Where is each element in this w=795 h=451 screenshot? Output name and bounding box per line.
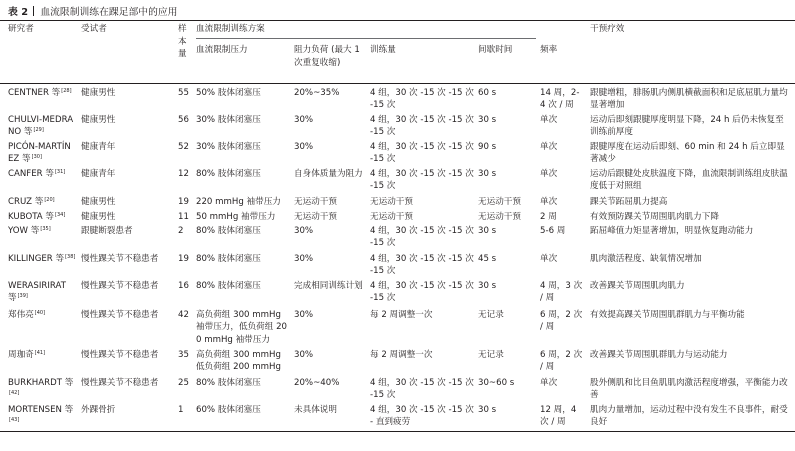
cell-rest-interval: 30 s [478,115,497,125]
cell-intervention-effect: 有效预防踝关节周围肌肉肌力下降 [590,212,719,222]
reference-citation: [31] [54,169,66,175]
cell-bfr-pressure: 80% 肢体闭塞压 [196,226,261,236]
cell-subjects: 健康男性 [81,197,116,207]
author-name: YOW 等 [8,226,40,236]
cell-frequency: 6 周，2 次 / 周 [540,350,583,373]
cell-training-volume: 每 2 周调整一次 [370,310,433,320]
cell-subjects: 健康青年 [81,142,116,152]
author-name: WERASIRIRAT 等 [8,281,67,304]
top-rule [0,20,795,21]
cell-intervention-effect: 踝关节跖屈肌力提高 [590,197,668,207]
cell-resistance-load: 无运动干预 [294,212,337,222]
cell-bfr-pressure: 80% 肢体闭塞压 [196,281,261,291]
cell-training-volume: 4 组，30 次 -15 次 -15 次 -15 次 [370,254,474,277]
cell-rest-interval: 30 s [478,405,497,415]
cell-subjects: 外踝骨折 [81,405,116,415]
cell-subjects: 跟腱断裂患者 [81,226,133,236]
cell-rest-interval: 30 s [478,169,497,179]
cell-rest-interval: 30 s [478,281,497,291]
reference-citation: [41] [34,350,46,356]
cell-researcher [8,225,76,237]
cell-intervention-effect: 肌肉激活程度、缺氧情况增加 [590,254,702,264]
reference-citation: [35] [40,226,51,232]
cell-intervention-effect: 肌肉力量增加，运动过程中没有发生不良事件，耐受良好 [590,405,788,428]
cell-researcher [8,211,76,223]
cell-subjects: 健康男性 [81,115,116,125]
table-title: 血流限制训练在踝足部中的应用 [40,7,178,18]
reference-citation: [29] [33,127,44,134]
cell-intervention-effect: 运动后即刻跟腱厚度明显下降，24 h 后仍未恢复至训练前厚度 [590,115,784,138]
cell-researcher [8,377,76,402]
cell-frequency: 单次 [540,378,558,388]
cell-resistance-load: 30% [294,142,314,152]
author-name: CANFER 等 [8,169,54,179]
cell-training-volume: 4 组，30 次 -15 次 -15 次 -15 次 [370,226,474,249]
table-number: 表 2 [8,7,29,18]
cell-training-volume: 无运动干预 [370,212,413,222]
cell-resistance-load: 自身体质量为阻力 [294,169,363,179]
cell-sample-size: 11 [178,212,189,222]
reference-citation: [20] [44,197,55,203]
cell-training-volume: 4 组，30 次 -15 次 -15 次 -15 次 [370,378,474,401]
cell-intervention-effect: 改善踝关节周围肌群肌力与运动能力 [590,350,728,360]
author-name: PICÓN-MARTÍNEZ 等 [8,142,71,165]
cell-training-volume: 每 2 周调整一次 [370,350,433,360]
cell-bfr-pressure: 高负荷组 300 mmHg 袖带压力，低负荷组 200 mmHg 袖带压力 [196,310,288,345]
cell-sample-size: 35 [178,350,189,360]
cell-rest-interval: 无记录 [478,310,504,320]
header-resistance-load: 阻力负荷 (最大 1 次重复收缩) [294,45,360,68]
header-sample-size: 样本量 [178,24,187,60]
caption-divider [33,6,34,16]
cell-sample-size: 55 [178,88,189,98]
cell-subjects: 慢性踝关节不稳患者 [81,310,159,320]
cell-bfr-pressure: 50 mmHg 袖带压力 [196,212,276,222]
cell-sample-size: 1 [178,405,184,415]
header-researcher: 研究者 [8,24,34,34]
cell-subjects: 健康青年 [81,169,116,179]
cell-training-volume: 4 组，30 次 -15 次 -15 次 -15 次 [370,115,474,138]
header-bfr-scheme: 血流限制训练方案 [196,24,265,34]
cell-subjects: 健康男性 [81,88,116,98]
cell-training-volume: 4 组，30 次 -15 次 -15 次 -15 次 [370,281,474,304]
header-intervention-effect: 干预疗效 [590,24,625,34]
bottom-rule [0,431,795,432]
author-name: CRUZ 等 [8,197,44,207]
cell-sample-size: 52 [178,142,189,152]
cell-frequency: 6 周，2 次 / 周 [540,310,583,333]
cell-resistance-load: 完成相同训练计划 [294,281,363,291]
reference-citation: [38] [65,254,76,260]
cell-bfr-pressure: 50% 肢体闭塞压 [196,88,261,98]
reference-citation: [43] [9,417,20,424]
cell-resistance-load: 30% [294,310,314,320]
cell-intervention-effect: 改善踝关节周围肌肉肌力 [590,281,685,291]
cell-sample-size: 2 [178,226,184,236]
cell-resistance-load: 20%~40% [294,378,340,388]
cell-rest-interval: 无运动干预 [478,197,521,207]
cell-training-volume: 4 组，30 次 -15 次 -15 次 - 直到疲劳 [370,405,474,428]
cell-sample-size: 42 [178,310,189,320]
header-bottom-rule [0,83,795,84]
cell-frequency: 4 周，3 次 / 周 [540,281,583,304]
cell-frequency: 5-6 周 [540,226,566,236]
author-name: MORTENSEN 等 [8,405,74,415]
reference-citation: [39] [17,293,28,300]
author-name: CENTNER 等 [8,88,61,98]
cell-rest-interval: 60 s [478,88,497,98]
cell-researcher [8,168,76,180]
cell-sample-size: 19 [178,254,189,264]
header-training-volume: 训练量 [370,45,396,55]
cell-frequency: 单次 [540,254,558,264]
cell-resistance-load: 未具体说明 [294,405,337,415]
cell-intervention-effect: 运动后跟腱处皮肤温度下降，血流限制训练组皮肤温度低于对照组 [590,169,788,192]
cell-intervention-effect: 跖屈峰值力矩显著增加，明显恢复跑动能力 [590,226,754,236]
cell-researcher [8,114,76,139]
header-bfr-pressure: 血流限制压力 [196,45,248,55]
cell-resistance-load: 30% [294,226,314,236]
cell-researcher [8,253,76,265]
cell-resistance-load: 20%~35% [294,88,340,98]
cell-bfr-pressure: 80% 肢体闭塞压 [196,378,261,388]
cell-frequency: 单次 [540,115,558,125]
author-name: 郑伟亮 [8,310,34,320]
cell-researcher [8,141,76,166]
author-name: BURKHARDT 等 [8,378,74,388]
cell-bfr-pressure: 高负荷组 300 mmHg 低负荷组 200 mmHg [196,350,281,373]
cell-rest-interval: 90 s [478,142,497,152]
cell-researcher [8,196,76,208]
reference-citation: [40] [34,310,46,316]
cell-resistance-load: 30% [294,350,314,360]
cell-sample-size: 12 [178,169,189,179]
cell-frequency: 2 周 [540,212,557,222]
cell-intervention-effect: 跟腱增粗，腓肠肌内侧肌横截面积和足底屈肌力量均显著增加 [590,88,788,111]
cell-subjects: 慢性踝关节不稳患者 [81,350,159,360]
bfr-scheme-underline [196,38,536,39]
cell-bfr-pressure: 30% 肢体闭塞压 [196,115,261,125]
cell-subjects: 慢性踝关节不稳患者 [81,281,159,291]
cell-researcher [8,87,76,99]
cell-intervention-effect: 有效提高踝关节周围肌群肌力与平衡功能 [590,310,745,320]
cell-frequency: 单次 [540,197,558,207]
author-name: 周珈奇 [8,350,34,360]
cell-rest-interval: 无运动干预 [478,212,521,222]
cell-bfr-pressure: 220 mmHg 袖带压力 [196,197,281,207]
header-frequency: 频率 [540,45,558,55]
cell-frequency: 单次 [540,169,558,179]
cell-rest-interval: 30 s [478,226,497,236]
cell-bfr-pressure: 80% 肢体闭塞压 [196,254,261,264]
reference-citation: [42] [9,390,20,397]
cell-researcher [8,349,76,361]
cell-researcher [8,280,76,305]
cell-bfr-pressure: 80% 肢体闭塞压 [196,169,261,179]
cell-intervention-effect: 股外侧肌和比目鱼肌肌肉激活程度增强，平衡能力改善 [590,378,788,401]
table-caption [8,4,177,18]
cell-rest-interval: 无记录 [478,350,504,360]
cell-sample-size: 25 [178,378,189,388]
cell-training-volume: 4 组，30 次 -15 次 -15 次 -15 次 [370,142,474,165]
cell-frequency: 单次 [540,142,558,152]
cell-training-volume: 4 组，30 次 -15 次 -15 次 -15 次 [370,169,474,192]
cell-resistance-load: 无运动干预 [294,197,337,207]
author-name: CHULVI-MEDRANO 等 [8,115,74,138]
reference-citation: [28] [61,88,72,94]
cell-bfr-pressure: 60% 肢体闭塞压 [196,405,261,415]
cell-training-volume: 4 组，30 次 -15 次 -15 次 -15 次 [370,88,474,111]
cell-frequency: 14 周，2-4 次 / 周 [540,88,580,111]
cell-subjects: 慢性踝关节不稳患者 [81,378,159,388]
cell-sample-size: 16 [178,281,189,291]
cell-sample-size: 56 [178,115,189,125]
cell-resistance-load: 30% [294,115,314,125]
cell-researcher [8,309,76,321]
author-name: KUBOTA 等 [8,212,54,222]
cell-researcher [8,404,76,429]
cell-intervention-effect: 跟腱厚度在运动后即刻、60 min 和 24 h 后立即显著减少 [590,142,785,165]
reference-citation: [34] [55,212,66,218]
cell-subjects: 慢性踝关节不稳患者 [81,254,159,264]
cell-rest-interval: 30~60 s [478,378,515,388]
cell-frequency: 12 周，4 次 / 周 [540,405,577,428]
cell-sample-size: 19 [178,197,189,207]
cell-rest-interval: 45 s [478,254,497,264]
cell-subjects: 健康男性 [81,212,116,222]
header-subjects: 受试者 [81,24,107,34]
author-name: KILLINGER 等 [8,254,65,264]
reference-citation: [30] [31,154,42,161]
cell-resistance-load: 30% [294,254,314,264]
cell-bfr-pressure: 30% 肢体闭塞压 [196,142,261,152]
cell-training-volume: 无运动干预 [370,197,413,207]
header-rest-interval: 间歇时间 [478,45,513,55]
